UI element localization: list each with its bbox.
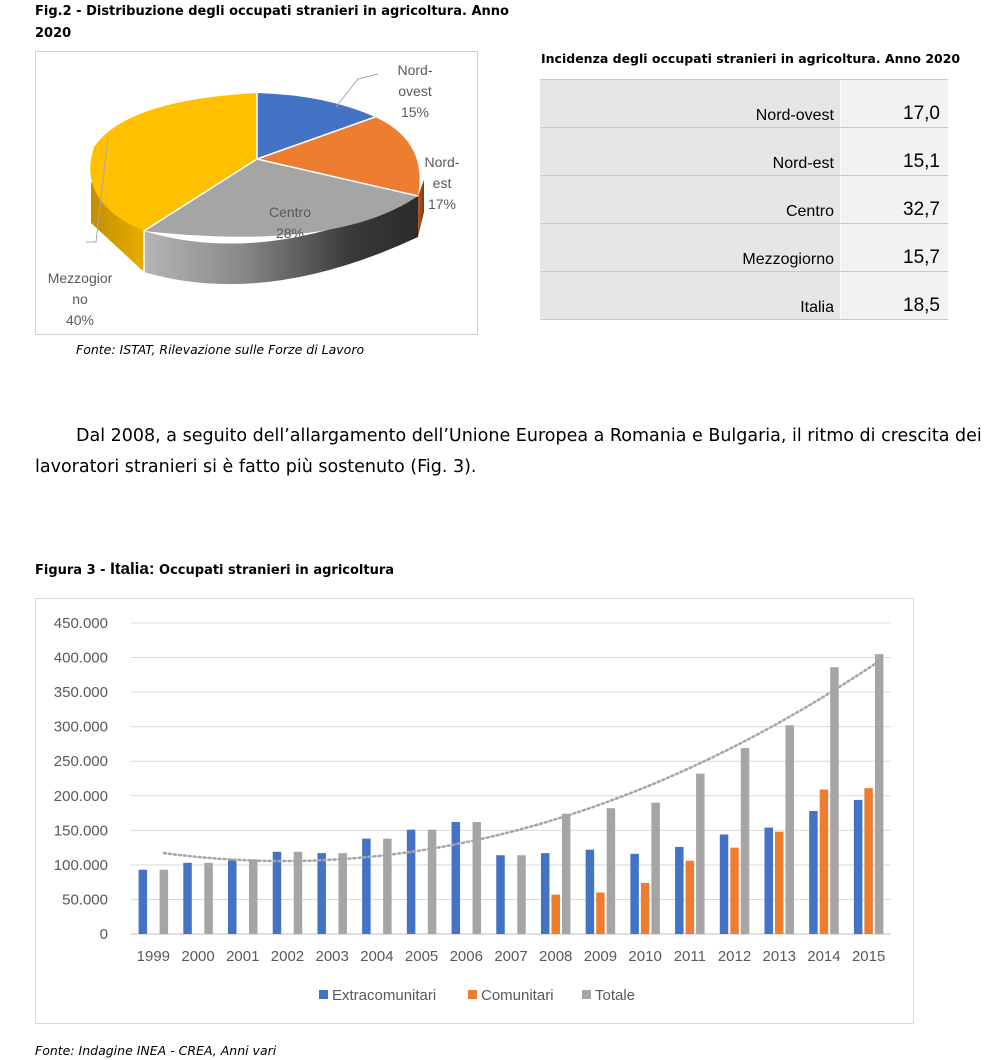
table-region: Centro [540,176,841,224]
pie-label-nordest-l3: 17% [427,196,457,212]
bar-extracomunitari [317,853,326,934]
x-tick-label: 2012 [717,948,752,965]
bar-totale [338,853,347,934]
bar-totale [696,774,705,934]
fig2-title-line1: Fig.2 - Distribuzione degli occupati stranieri in agricoltura. Anno [35,4,509,19]
x-tick-label: 2013 [762,948,796,965]
pie-leader-nordovest [336,74,378,107]
y-tick-label: 150.000 [53,822,108,840]
bar-totale [428,830,437,934]
bar-chart [35,598,914,1024]
bar-totale [562,814,571,934]
table-value: 15,7 [841,224,949,272]
pie-label-nordovest-l3: 15% [400,104,430,120]
pie-label-centro-l2: 28% [275,225,305,241]
bar-extracomunitari [586,850,595,934]
bar-extracomunitari [541,853,550,934]
bar-totale [741,748,750,934]
bar-totale [875,654,884,934]
fig3-title-country: Italia: [110,559,155,578]
bar-extracomunitari [228,859,237,934]
table-region: Italia [540,272,841,320]
bar-totale [383,839,392,934]
table-row [540,128,948,176]
table-region: Nord-ovest [540,80,841,128]
x-tick-label: 2010 [628,948,662,965]
table-region: Mezzogiorno [540,224,841,272]
table-region: Nord-est [540,128,841,176]
bar-extracomunitari [273,852,282,934]
pie-label-nordest-l2: est [432,175,452,191]
table-value: 32,7 [841,176,949,224]
bar-totale [294,852,303,934]
pie-label-nordovest-l2: ovest [398,83,432,99]
pie-label-mezzogiorno-l2: no [72,291,88,307]
y-tick-label: 100.000 [53,856,108,874]
bar-extracomunitari [854,800,863,934]
x-tick-label: 2002 [270,948,305,965]
legend-label-totale: Totale [595,987,636,1004]
bar-comunitari [775,832,784,934]
legend-swatch-totale [582,990,591,999]
bar-extracomunitari [496,855,505,934]
bar-comunitari [864,788,873,934]
x-tick-label: 2009 [583,948,618,965]
bar-extracomunitari [764,828,773,934]
table-value: 17,0 [841,80,949,128]
x-tick-label: 2005 [404,948,439,965]
bar-extracomunitari [809,811,818,934]
bar-totale [160,870,169,934]
bar-comunitari [730,848,739,934]
y-tick-label: 400.000 [53,649,108,667]
table-row [540,176,948,224]
bar-comunitari [820,790,829,934]
bar-totale [785,725,794,934]
fig3-title-rest: Occupati stranieri in agricoltura [154,563,395,578]
y-tick-label: 350.000 [53,684,108,702]
x-tick-label: 2001 [226,948,260,965]
table-row [540,272,948,320]
table-title: Incidenza degli occupati stranieri in agricoltura. Anno 2020 [541,51,961,66]
x-tick-label: 2003 [315,948,349,965]
pie-label-nordest [411,152,473,215]
pie-label-mezzogiorno [38,268,122,331]
bar-extracomunitari [452,822,461,934]
body-paragraph [35,421,985,483]
incidence-table [540,79,948,320]
bar-totale [249,859,258,934]
bar-comunitari [551,895,560,934]
legend-label-extracomunitari: Extracomunitari [332,987,437,1004]
bar-totale [517,855,526,934]
x-tick-label: 1999 [136,948,171,965]
table-row [540,80,948,128]
bar-extracomunitari [630,854,639,934]
x-tick-label: 2000 [181,948,215,965]
pie-label-centro-l1: Centro [268,204,312,220]
fig2-title [35,1,509,45]
paragraph-line2: lavoratori stranieri si è fatto più sostenuto (Fig. 3). [35,457,477,477]
bar-totale [830,667,839,934]
bar-extracomunitari [183,863,192,934]
x-tick-label: 2014 [807,948,841,965]
bar-extracomunitari [407,830,416,934]
pie-label-centro [250,202,330,244]
bar-extracomunitari [362,839,371,934]
legend-label-comunitari: Comunitari [481,987,554,1004]
y-tick-label: 200.000 [53,787,108,805]
bar-chart-svg [36,599,913,1023]
fig3-source: Fonte: Indagine INEA - CREA, Anni vari [35,1043,277,1058]
table-value: 15,1 [841,128,949,176]
bar-extracomunitari [675,847,684,934]
bar-totale [204,863,213,934]
pie-label-mezzogiorno-l1: Mezzogior [47,270,113,286]
y-tick-label: 450.000 [53,615,108,632]
x-tick-label: 2015 [851,948,886,965]
fig3-title-prefix: Figura 3 - [35,563,111,578]
y-tick-label: 0 [99,926,108,943]
table-value: 18,5 [841,272,949,320]
x-tick-label: 2011 [673,948,706,965]
bar-extracomunitari [720,834,729,934]
y-tick-label: 300.000 [53,718,108,736]
legend-swatch-extracomunitari [319,990,328,999]
x-tick-label: 2004 [360,948,394,965]
bar-extracomunitari [139,870,148,934]
bar-comunitari [596,893,605,934]
pie-label-mezzogiorno-l3: 40% [65,312,95,328]
bar-comunitari [686,861,695,934]
table-row [540,224,948,272]
bar-totale [607,808,616,934]
bar-comunitari [641,883,650,934]
y-tick-label: 50.000 [62,891,108,909]
y-tick-label: 250.000 [53,753,108,771]
pie-label-nordest-l1: Nord- [424,154,460,170]
x-tick-label: 2008 [539,948,573,965]
paragraph-line1: Dal 2008, a seguito dell’allargamento dell’Unione Europea a Romania e Bulgaria, il ritmo di crescita dei [76,426,982,446]
fig2-source: Fonte: ISTAT, Rilevazione sulle Forze di Lavoro [76,342,365,357]
pie-label-nordovest-l1: Nord- [397,62,433,78]
bar-totale [651,803,660,934]
fig2-title-line2: 2020 [35,26,72,41]
pie-chart [35,51,478,335]
legend-swatch-comunitari [468,990,477,999]
x-tick-label: 2006 [449,948,483,965]
pie-label-nordovest [380,60,450,123]
x-tick-label: 2007 [494,948,528,965]
fig3-title [35,558,394,582]
